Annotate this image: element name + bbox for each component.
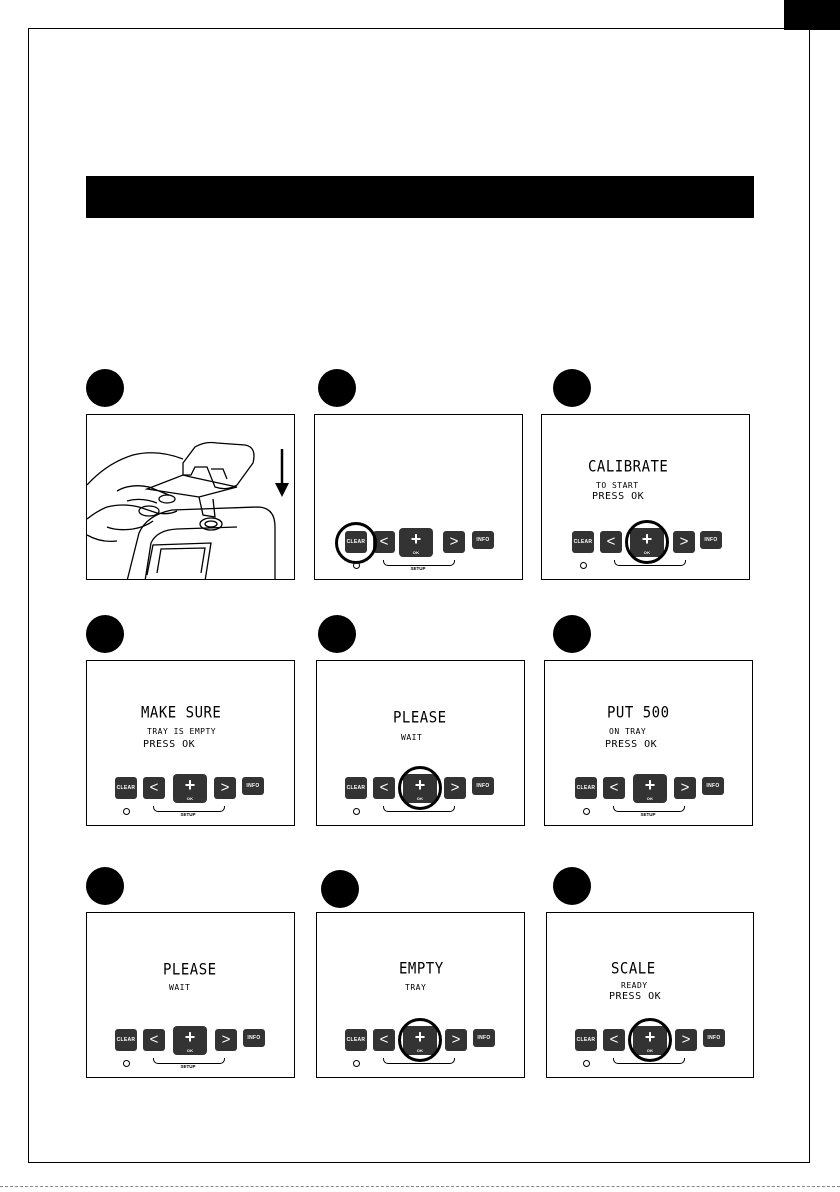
keypad xyxy=(542,531,749,580)
right-key[interactable]: > xyxy=(214,777,236,799)
clear-key[interactable]: CLEAR xyxy=(572,531,594,553)
panel-6-put-weight xyxy=(544,660,753,826)
keypad xyxy=(87,1029,294,1078)
right-key[interactable]: > xyxy=(445,1029,467,1051)
lcd-line-1: SCALE xyxy=(611,959,656,979)
panel-7-please-wait xyxy=(86,912,295,1078)
plus-symbol: + xyxy=(184,775,196,795)
ok-label: OK xyxy=(186,796,194,801)
left-key[interactable]: < xyxy=(373,531,395,553)
ok-label: OK xyxy=(416,796,424,801)
info-key[interactable]: INFO xyxy=(473,1029,495,1047)
lcd-line-1: CALIBRATE xyxy=(588,457,669,477)
step-badge-7 xyxy=(86,867,124,905)
panel-9-scale-ready xyxy=(546,912,754,1078)
left-key[interactable]: < xyxy=(373,777,395,799)
step-badge-8 xyxy=(321,870,359,908)
panel-8-empty-tray xyxy=(316,912,525,1078)
info-key[interactable]: INFO xyxy=(243,1029,265,1047)
panel-5-please-wait xyxy=(316,660,525,826)
lcd-line-3: PRESS OK xyxy=(592,491,645,502)
press-highlight-ring xyxy=(335,522,377,564)
clear-key[interactable]: CLEAR xyxy=(575,1029,597,1051)
lcd-line-2: WAIT xyxy=(169,983,191,992)
ok-key[interactable] xyxy=(399,528,433,557)
left-key[interactable]: < xyxy=(143,1029,165,1051)
setup-label: SETUP xyxy=(640,812,656,817)
keypad xyxy=(317,1029,524,1078)
clear-key[interactable]: CLEAR xyxy=(115,1029,137,1051)
ok-label: OK xyxy=(643,550,651,555)
step-badge-4 xyxy=(86,615,124,653)
power-icon xyxy=(583,1060,590,1067)
clear-key[interactable]: CLEAR xyxy=(575,777,597,799)
lcd-line-1: PUT 500 xyxy=(607,703,670,723)
press-highlight-ring xyxy=(398,1018,442,1062)
lcd-line-2: ON TRAY xyxy=(609,727,647,736)
plus-symbol: + xyxy=(184,1027,196,1047)
right-key[interactable]: > xyxy=(673,531,695,553)
info-key[interactable]: INFO xyxy=(702,777,724,795)
right-key[interactable]: > xyxy=(215,1029,237,1051)
page-corner-tab xyxy=(784,0,840,30)
ok-label: OK xyxy=(646,1048,654,1053)
left-key[interactable]: < xyxy=(603,777,625,799)
ok-label: OK xyxy=(412,550,420,555)
plus-symbol: + xyxy=(641,529,653,549)
ok-key[interactable] xyxy=(173,1026,207,1055)
step-badge-6 xyxy=(553,615,591,653)
lcd-line-1: PLEASE xyxy=(163,960,217,980)
step-badge-3 xyxy=(553,369,591,407)
bottom-cut-line xyxy=(0,1186,840,1187)
clear-key[interactable]: CLEAR xyxy=(115,777,137,799)
info-key[interactable]: INFO xyxy=(700,531,722,549)
plus-symbol: + xyxy=(414,1027,426,1047)
info-key[interactable]: INFO xyxy=(242,777,264,795)
lcd-line-1: PLEASE xyxy=(393,708,447,728)
panel-2-press-clear xyxy=(314,414,523,580)
right-key[interactable]: > xyxy=(444,777,466,799)
lcd-line-1: EMPTY xyxy=(399,959,444,979)
panel-4-make-sure xyxy=(86,660,295,826)
ok-label: OK xyxy=(646,796,654,801)
lcd-line-3: PRESS OK xyxy=(143,739,196,750)
step-badge-1 xyxy=(86,369,124,407)
plus-symbol: + xyxy=(644,775,656,795)
info-key[interactable]: INFO xyxy=(472,777,494,795)
keypad xyxy=(317,777,524,826)
tray-placement-illustration xyxy=(87,415,295,580)
clear-key[interactable]: CLEAR xyxy=(345,531,367,553)
ok-label: OK xyxy=(416,1048,424,1053)
left-key[interactable]: < xyxy=(373,1029,395,1051)
panel-1-illustration xyxy=(86,414,295,580)
keypad xyxy=(547,1029,753,1078)
lcd-line-2: TRAY xyxy=(405,983,427,992)
plus-symbol: + xyxy=(644,1027,656,1047)
keypad xyxy=(545,777,752,826)
info-key[interactable]: INFO xyxy=(703,1029,725,1047)
lcd-line-2: READY xyxy=(621,981,648,990)
press-highlight-ring xyxy=(398,766,442,810)
power-icon xyxy=(123,808,130,815)
plus-symbol: + xyxy=(410,529,422,549)
lcd-line-3: PRESS OK xyxy=(605,739,658,750)
power-icon xyxy=(580,562,587,569)
ok-key[interactable] xyxy=(633,774,667,803)
panel-3-calibrate xyxy=(541,414,750,580)
step-badge-2 xyxy=(318,369,356,407)
plus-symbol: + xyxy=(414,775,426,795)
power-icon xyxy=(583,808,590,815)
ok-label: OK xyxy=(186,1048,194,1053)
keypad xyxy=(87,777,294,826)
info-key[interactable]: INFO xyxy=(472,531,494,549)
lcd-line-2: TO START xyxy=(596,481,639,490)
press-highlight-ring xyxy=(628,1018,672,1062)
keypad xyxy=(315,531,522,580)
right-key[interactable]: > xyxy=(674,777,696,799)
step-badge-5 xyxy=(318,615,356,653)
left-key[interactable]: < xyxy=(600,531,622,553)
power-icon xyxy=(353,1060,360,1067)
ok-key[interactable] xyxy=(173,774,207,803)
left-key[interactable]: < xyxy=(603,1029,625,1051)
lcd-line-1: MAKE SURE xyxy=(141,703,222,723)
setup-label: SETUP xyxy=(410,566,426,571)
right-key[interactable]: > xyxy=(675,1029,697,1051)
lcd-line-2: TRAY IS EMPTY xyxy=(147,727,217,736)
lcd-line-3: PRESS OK xyxy=(609,991,662,1002)
clear-key[interactable]: CLEAR xyxy=(345,777,367,799)
right-key[interactable]: > xyxy=(443,531,465,553)
left-key[interactable]: < xyxy=(143,777,165,799)
section-title-bar xyxy=(86,176,754,218)
setup-label: SETUP xyxy=(180,812,196,817)
press-highlight-ring xyxy=(625,520,669,564)
power-icon xyxy=(353,808,360,815)
lcd-line-2: WAIT xyxy=(401,733,423,742)
power-icon xyxy=(123,1060,130,1067)
setup-label: SETUP xyxy=(180,1064,196,1069)
step-badge-9 xyxy=(553,867,591,905)
clear-key[interactable]: CLEAR xyxy=(345,1029,367,1051)
